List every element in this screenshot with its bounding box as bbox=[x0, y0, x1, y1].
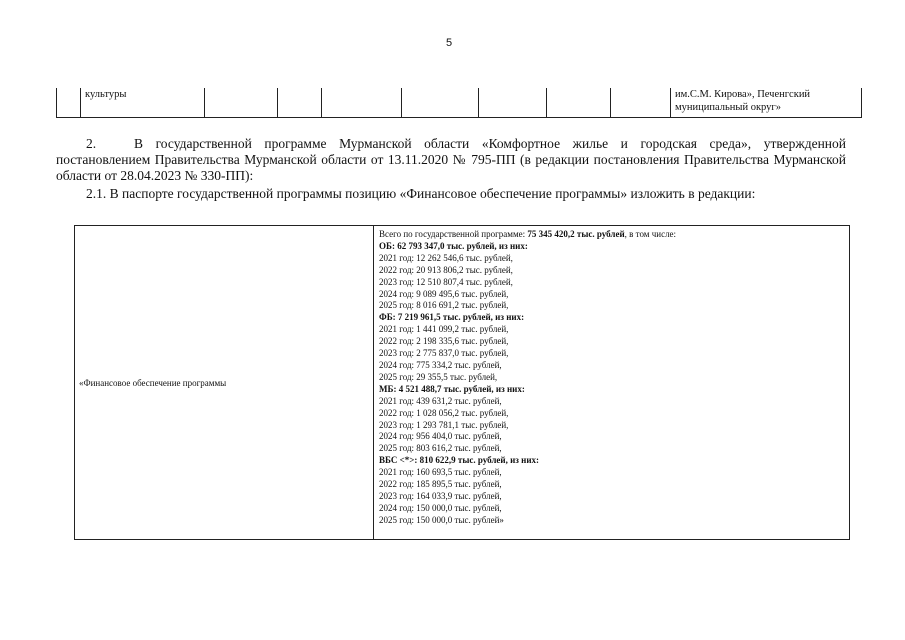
paragraph-text: В государственной программе Мурманской области «Комфортное жилье и городская среда», утвержденной постановлением Правительства Мурманской области от 13.11.2020 № 795-ПП (в редакции постановления Правительства Мурманской области от 28.04.2023 № 330-ПП): bbox=[56, 136, 846, 183]
table-cell bbox=[322, 88, 402, 118]
budget-year-line: 2021 год: 1 441 099,2 тыс. рублей, bbox=[379, 324, 509, 335]
paragraph-2-1: 2.1. В паспорте государственной программы позицию «Финансовое обеспечение программы» изложить в редакции: bbox=[86, 186, 756, 201]
financing-table bbox=[74, 225, 850, 540]
table-cell-organization: им.С.М. Кирова», Печенгский муниципальный округ» bbox=[671, 88, 862, 118]
budget-year-line: 2024 год: 956 404,0 тыс. рублей, bbox=[379, 431, 502, 442]
financing-total bbox=[379, 229, 849, 241]
budget-year-line: 2024 год: 150 000,0 тыс. рублей, bbox=[379, 502, 502, 513]
budget-year-line: 2024 год: 9 089 495,6 тыс. рублей, bbox=[379, 288, 509, 299]
total-suffix: , в том числе: bbox=[624, 229, 677, 239]
budget-year-line: 2025 год: 29 355,5 тыс. рублей, bbox=[379, 371, 498, 382]
paragraph-2 bbox=[56, 136, 846, 184]
total-value: 75 345 420,2 тыс. рублей bbox=[527, 229, 625, 239]
budget-group-header: МБ: 4 521 488,7 тыс. рублей, из них: bbox=[379, 383, 525, 394]
financing-content bbox=[374, 226, 850, 540]
total-prefix: Всего по государственной программе: bbox=[379, 229, 528, 239]
table-cell-culture: культуры bbox=[81, 88, 205, 118]
financing-label: «Финансовое обеспечение программы bbox=[75, 226, 374, 540]
paragraph-number: 2. bbox=[86, 136, 97, 151]
budget-year-line: 2022 год: 1 028 056,2 тыс. рублей, bbox=[379, 407, 509, 418]
budget-year-line: 2023 год: 12 510 807,4 тыс. рублей, bbox=[379, 276, 513, 287]
budget-year-line: 2022 год: 20 913 806,2 тыс. рублей, bbox=[379, 264, 513, 275]
budget-year-line: 2024 год: 775 334,2 тыс. рублей, bbox=[379, 359, 502, 370]
budget-year-line: 2025 год: 8 016 691,2 тыс. рублей, bbox=[379, 300, 509, 311]
budget-group-header: ФБ: 7 219 961,5 тыс. рублей, из них: bbox=[379, 312, 525, 323]
table-cell bbox=[57, 88, 81, 118]
table-cell bbox=[278, 88, 322, 118]
budget-year-line: 2021 год: 12 262 546,6 тыс. рублей, bbox=[379, 252, 513, 263]
budget-group-header: ОБ: 62 793 347,0 тыс. рублей, из них: bbox=[379, 240, 528, 251]
budget-year-line: 2021 год: 439 631,2 тыс. рублей, bbox=[379, 395, 502, 406]
table-cell bbox=[205, 88, 278, 118]
table-cell bbox=[547, 88, 611, 118]
previous-table-fragment bbox=[56, 88, 862, 118]
table-cell bbox=[611, 88, 671, 118]
budget-group-header: ВБС <*>: 810 622,9 тыс. рублей, из них: bbox=[379, 455, 540, 466]
budget-year-line: 2021 год: 160 693,5 тыс. рублей, bbox=[379, 467, 502, 478]
table-cell bbox=[479, 88, 547, 118]
financing-groups bbox=[379, 241, 849, 527]
budget-year-line: 2022 год: 185 895,5 тыс. рублей, bbox=[379, 479, 502, 490]
table-cell bbox=[402, 88, 479, 118]
budget-year-line: 2023 год: 1 293 781,1 тыс. рублей, bbox=[379, 419, 509, 430]
budget-year-line: 2022 год: 2 198 335,6 тыс. рублей, bbox=[379, 336, 509, 347]
budget-year-line: 2025 год: 803 616,2 тыс. рублей, bbox=[379, 443, 502, 454]
budget-year-line: 2023 год: 2 775 837,0 тыс. рублей, bbox=[379, 348, 509, 359]
budget-year-line: 2023 год: 164 033,9 тыс. рублей, bbox=[379, 490, 502, 501]
page-number: 5 bbox=[446, 37, 453, 49]
budget-year-line: 2025 год: 150 000,0 тыс. рублей» bbox=[379, 514, 504, 525]
